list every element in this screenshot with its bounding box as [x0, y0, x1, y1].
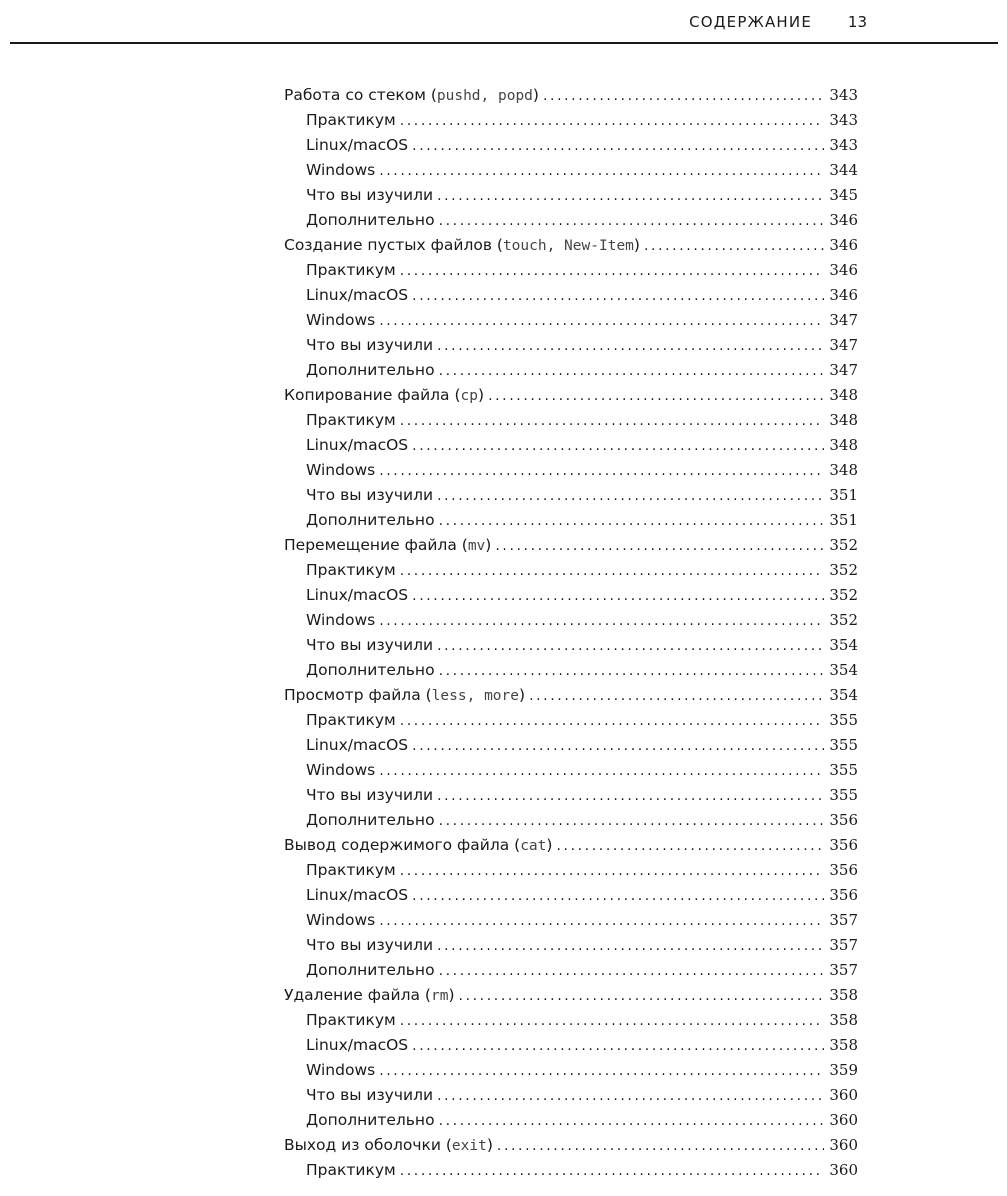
toc-dot-leader: [379, 459, 824, 484]
toc-entry-text: Практикум: [306, 411, 396, 429]
toc-page-number: 348: [829, 386, 858, 404]
toc-dot-leader: [400, 409, 824, 434]
toc-entry-text: Linux/macOS: [306, 886, 409, 904]
toc-dot-leader: [400, 709, 824, 734]
toc-entry-title: [306, 633, 433, 658]
toc-entry-title: [306, 308, 375, 333]
toc-subsection-entry[interactable]: [284, 308, 858, 333]
toc-entry-text: Linux/macOS: [306, 736, 409, 754]
toc-entry-text: Windows: [306, 311, 376, 329]
toc-page-number: 356: [829, 886, 858, 904]
toc-subsection-entry[interactable]: [284, 158, 858, 183]
toc-entry-text: Выход из оболочки (: [284, 1136, 452, 1154]
toc-dot-leader: [439, 359, 824, 384]
toc-page-number: 355: [829, 761, 858, 779]
toc-page-number: 355: [829, 711, 858, 729]
toc-subsection-entry[interactable]: [284, 258, 858, 283]
toc-entry-title: [306, 333, 433, 358]
toc-page-number: 356: [829, 811, 858, 829]
toc-dot-leader: [400, 1159, 824, 1184]
toc-dot-leader: [543, 84, 824, 109]
toc-page-number: 352: [829, 561, 858, 579]
toc-entry-text: Windows: [306, 161, 376, 179]
toc-entry-text: Вывод содержимого файла (: [284, 836, 521, 854]
toc-page-number: 351: [829, 486, 858, 504]
running-title: СОДЕРЖАНИЕ: [689, 13, 812, 31]
toc-entry-title: [306, 208, 435, 233]
toc-entry-title: [306, 283, 408, 308]
toc-entry-text: Linux/macOS: [306, 436, 409, 454]
toc-page-number: 357: [829, 961, 858, 979]
toc-page-number: 343: [829, 111, 858, 129]
toc-entry-title: [306, 658, 435, 683]
toc-entry-text: Дополнительно: [306, 511, 435, 529]
toc-page-number: 348: [829, 461, 858, 479]
toc-subsection-entry[interactable]: [284, 633, 858, 658]
toc-dot-leader: [495, 534, 824, 559]
toc-section-entry[interactable]: [284, 533, 858, 558]
toc-subsection-entry[interactable]: [284, 108, 858, 133]
toc-page-number: 347: [829, 361, 858, 379]
toc-page-number: 358: [829, 1011, 858, 1029]
toc-entry-text: Практикум: [306, 561, 396, 579]
toc-entry-text: Практикум: [306, 861, 396, 879]
toc-entry-text: Дополнительно: [306, 961, 435, 979]
toc-entry-text: Работа со стеком (: [284, 86, 437, 104]
toc-page-number: 358: [829, 1036, 858, 1054]
toc-section-entry[interactable]: [284, 683, 858, 708]
toc-entry-suffix: ): [448, 986, 455, 1004]
toc-entry-text: Linux/macOS: [306, 1036, 409, 1054]
toc-entry-title: [284, 533, 491, 559]
table-of-contents: [284, 83, 858, 1183]
toc-subsection-entry[interactable]: [284, 658, 858, 683]
toc-dot-leader: [529, 684, 824, 709]
toc-entry-title: [306, 1108, 435, 1133]
toc-entry-title: [306, 258, 396, 283]
toc-entry-text: Практикум: [306, 1161, 396, 1179]
toc-entry-title: [306, 958, 435, 983]
toc-dot-leader: [412, 284, 824, 309]
toc-dot-leader: [439, 809, 824, 834]
toc-entry-text: Дополнительно: [306, 1111, 435, 1129]
toc-entry-text: Что вы изучили: [306, 1086, 434, 1104]
toc-entry-title: [306, 808, 435, 833]
toc-dot-leader: [412, 734, 824, 759]
toc-entry-text: Дополнительно: [306, 811, 435, 829]
toc-entry-title: [306, 783, 433, 808]
toc-dot-leader: [400, 1009, 824, 1034]
toc-page-number: 356: [829, 836, 858, 854]
toc-entry-title: [306, 108, 396, 133]
toc-entry-text: Создание пустых файлов (: [284, 236, 503, 254]
toc-entry-title: [306, 158, 375, 183]
toc-entry-suffix: ): [546, 836, 553, 854]
toc-subsection-entry[interactable]: [284, 433, 858, 458]
toc-dot-leader: [379, 159, 824, 184]
page-number: 13: [847, 13, 867, 31]
toc-subsection-entry[interactable]: [284, 808, 858, 833]
toc-entry-title: [306, 883, 408, 908]
toc-dot-leader: [437, 334, 824, 359]
toc-dot-leader: [437, 484, 824, 509]
toc-entry-text: Перемещение файла (: [284, 536, 468, 554]
toc-dot-leader: [412, 134, 824, 159]
toc-entry-text: Что вы изучили: [306, 936, 434, 954]
toc-entry-suffix: ): [633, 236, 640, 254]
toc-page-number: 359: [829, 1061, 858, 1079]
toc-entry-title: [306, 908, 375, 933]
toc-subsection-entry[interactable]: [284, 858, 858, 883]
toc-entry-title: [284, 833, 552, 859]
toc-dot-leader: [439, 659, 824, 684]
toc-entry-command: exit: [451, 1138, 487, 1154]
toc-entry-text: Linux/macOS: [306, 586, 409, 604]
toc-subsection-entry[interactable]: [284, 458, 858, 483]
toc-subsection-entry[interactable]: [284, 933, 858, 958]
toc-entry-title: [284, 383, 484, 409]
toc-entry-text: Копирование файла (: [284, 386, 461, 404]
toc-entry-text: Linux/macOS: [306, 286, 409, 304]
toc-entry-title: [306, 1033, 408, 1058]
toc-entry-title: [306, 758, 375, 783]
toc-entry-title: [306, 608, 375, 633]
toc-dot-leader: [437, 634, 824, 659]
toc-dot-leader: [437, 184, 824, 209]
toc-entry-title: [306, 183, 433, 208]
toc-entry-title: [306, 1083, 433, 1108]
toc-subsection-entry[interactable]: [284, 483, 858, 508]
toc-dot-leader: [437, 1084, 824, 1109]
toc-dot-leader: [379, 759, 824, 784]
toc-entry-title: [284, 983, 455, 1009]
toc-page-number: 360: [829, 1111, 858, 1129]
toc-entry-title: [306, 558, 396, 583]
toc-dot-leader: [437, 784, 824, 809]
toc-subsection-entry[interactable]: [284, 783, 858, 808]
toc-entry-text: Что вы изучили: [306, 186, 434, 204]
toc-entry-title: [306, 858, 396, 883]
toc-entry-command: touch, New-Item: [502, 238, 634, 254]
toc-dot-leader: [439, 959, 824, 984]
toc-entry-title: [306, 1158, 396, 1183]
toc-entry-command: mv: [467, 538, 486, 554]
toc-page-number: 343: [829, 136, 858, 154]
toc-subsection-entry[interactable]: [284, 508, 858, 533]
toc-dot-leader: [379, 909, 824, 934]
toc-entry-suffix: ): [519, 686, 526, 704]
toc-section-entry[interactable]: [284, 833, 858, 858]
toc-subsection-entry[interactable]: [284, 408, 858, 433]
toc-page-number: 346: [829, 236, 858, 254]
toc-entry-text: Практикум: [306, 711, 396, 729]
toc-entry-text: Windows: [306, 911, 376, 929]
toc-dot-leader: [412, 884, 824, 909]
toc-dot-leader: [379, 1059, 824, 1084]
toc-dot-leader: [439, 1109, 824, 1134]
toc-page-number: 354: [829, 636, 858, 654]
toc-section-entry[interactable]: [284, 233, 858, 258]
toc-subsection-entry[interactable]: [284, 133, 858, 158]
toc-page-number: 348: [829, 411, 858, 429]
toc-entry-title: [284, 83, 539, 109]
toc-entry-title: [306, 458, 375, 483]
toc-page-number: 354: [829, 686, 858, 704]
toc-subsection-entry[interactable]: [284, 558, 858, 583]
toc-dot-leader: [412, 584, 824, 609]
toc-entry-text: Что вы изучили: [306, 636, 434, 654]
toc-entry-text: Дополнительно: [306, 211, 435, 229]
toc-entry-text: Что вы изучили: [306, 786, 434, 804]
toc-page-number: 355: [829, 786, 858, 804]
toc-dot-leader: [379, 309, 824, 334]
page-header: [10, 0, 998, 44]
toc-entry-text: Windows: [306, 1061, 376, 1079]
toc-entry-title: [306, 933, 433, 958]
toc-subsection-entry[interactable]: [284, 958, 858, 983]
toc-section-entry[interactable]: [284, 983, 858, 1008]
toc-subsection-entry[interactable]: [284, 758, 858, 783]
toc-subsection-entry[interactable]: [284, 1033, 858, 1058]
toc-dot-leader: [437, 934, 824, 959]
toc-entry-command: cp: [460, 388, 478, 404]
toc-entry-command: less, more: [431, 688, 519, 704]
toc-page-number: 351: [829, 511, 858, 529]
toc-entry-text: Практикум: [306, 261, 396, 279]
toc-page-number: 352: [829, 586, 858, 604]
toc-entry-text: Просмотр файла (: [284, 686, 432, 704]
toc-page-number: 352: [829, 536, 858, 554]
toc-page-number: 345: [829, 186, 858, 204]
toc-subsection-entry[interactable]: [284, 583, 858, 608]
toc-entry-text: Windows: [306, 461, 376, 479]
toc-dot-leader: [497, 1134, 824, 1159]
toc-section-entry[interactable]: [284, 83, 858, 108]
toc-section-entry[interactable]: [284, 1133, 858, 1158]
toc-entry-text: Windows: [306, 611, 376, 629]
toc-entry-text: Linux/macOS: [306, 136, 409, 154]
toc-dot-leader: [400, 559, 824, 584]
toc-page-number: 343: [829, 86, 858, 104]
toc-subsection-entry[interactable]: [284, 608, 858, 633]
toc-subsection-entry[interactable]: [284, 1083, 858, 1108]
toc-entry-text: Что вы изучили: [306, 336, 434, 354]
toc-dot-leader: [439, 209, 824, 234]
toc-subsection-entry[interactable]: [284, 183, 858, 208]
toc-page-number: 360: [829, 1161, 858, 1179]
toc-entry-title: [306, 1058, 375, 1083]
toc-page-number: 357: [829, 936, 858, 954]
toc-entry-suffix: ): [478, 386, 485, 404]
toc-dot-leader: [488, 384, 824, 409]
toc-entry-title: [306, 483, 433, 508]
toc-page-number: 346: [829, 261, 858, 279]
toc-page-number: 357: [829, 911, 858, 929]
toc-page-number: 354: [829, 661, 858, 679]
toc-dot-leader: [400, 859, 824, 884]
toc-entry-text: Дополнительно: [306, 661, 435, 679]
toc-entry-title: [306, 133, 408, 158]
toc-entry-command: pushd, popd: [436, 88, 533, 104]
toc-subsection-entry[interactable]: [284, 1008, 858, 1033]
toc-page-number: 360: [829, 1086, 858, 1104]
toc-subsection-entry[interactable]: [284, 208, 858, 233]
toc-page-number: 355: [829, 736, 858, 754]
toc-entry-title: [306, 583, 408, 608]
toc-section-entry[interactable]: [284, 383, 858, 408]
toc-entry-title: [306, 433, 408, 458]
toc-subsection-entry[interactable]: [284, 1058, 858, 1083]
toc-subsection-entry[interactable]: [284, 358, 858, 383]
toc-entry-text: Практикум: [306, 1011, 396, 1029]
toc-subsection-entry[interactable]: [284, 733, 858, 758]
toc-entry-suffix: ): [532, 86, 539, 104]
toc-subsection-entry[interactable]: [284, 1108, 858, 1133]
toc-entry-title: [306, 508, 435, 533]
toc-dot-leader: [459, 984, 824, 1009]
toc-subsection-entry[interactable]: [284, 708, 858, 733]
toc-entry-title: [306, 733, 408, 758]
toc-entry-title: [284, 233, 640, 259]
toc-entry-text: Дополнительно: [306, 361, 435, 379]
toc-subsection-entry[interactable]: [284, 333, 858, 358]
toc-entry-title: [306, 358, 435, 383]
toc-dot-leader: [400, 109, 824, 134]
toc-page-number: 347: [829, 311, 858, 329]
toc-entry-text: Практикум: [306, 111, 396, 129]
toc-entry-command: cat: [520, 838, 547, 854]
toc-dot-leader: [400, 259, 824, 284]
toc-dot-leader: [556, 834, 824, 859]
toc-page-number: 346: [829, 211, 858, 229]
toc-page-number: 346: [829, 286, 858, 304]
toc-subsection-entry[interactable]: [284, 1158, 858, 1183]
toc-subsection-entry[interactable]: [284, 283, 858, 308]
toc-page-number: 358: [829, 986, 858, 1004]
toc-dot-leader: [379, 609, 824, 634]
toc-dot-leader: [412, 434, 824, 459]
toc-entry-title: [306, 708, 396, 733]
toc-entry-text: Windows: [306, 761, 376, 779]
toc-page-number: 344: [829, 161, 858, 179]
toc-entry-command: rm: [430, 988, 449, 1004]
toc-dot-leader: [412, 1034, 824, 1059]
toc-page-number: 347: [829, 336, 858, 354]
toc-dot-leader: [439, 509, 824, 534]
toc-page-number: 356: [829, 861, 858, 879]
toc-entry-suffix: ): [485, 536, 492, 554]
toc-entry-title: [306, 1008, 396, 1033]
toc-entry-title: [306, 408, 396, 433]
toc-entry-text: Удаление файла (: [284, 986, 431, 1004]
toc-entry-title: [284, 1133, 493, 1159]
toc-entry-text: Что вы изучили: [306, 486, 434, 504]
toc-entry-suffix: ): [486, 1136, 493, 1154]
toc-subsection-entry[interactable]: [284, 908, 858, 933]
toc-dot-leader: [644, 234, 824, 259]
toc-page-number: 352: [829, 611, 858, 629]
toc-page-number: 348: [829, 436, 858, 454]
toc-subsection-entry[interactable]: [284, 883, 858, 908]
toc-entry-title: [284, 683, 525, 709]
toc-page-number: 360: [829, 1136, 858, 1154]
